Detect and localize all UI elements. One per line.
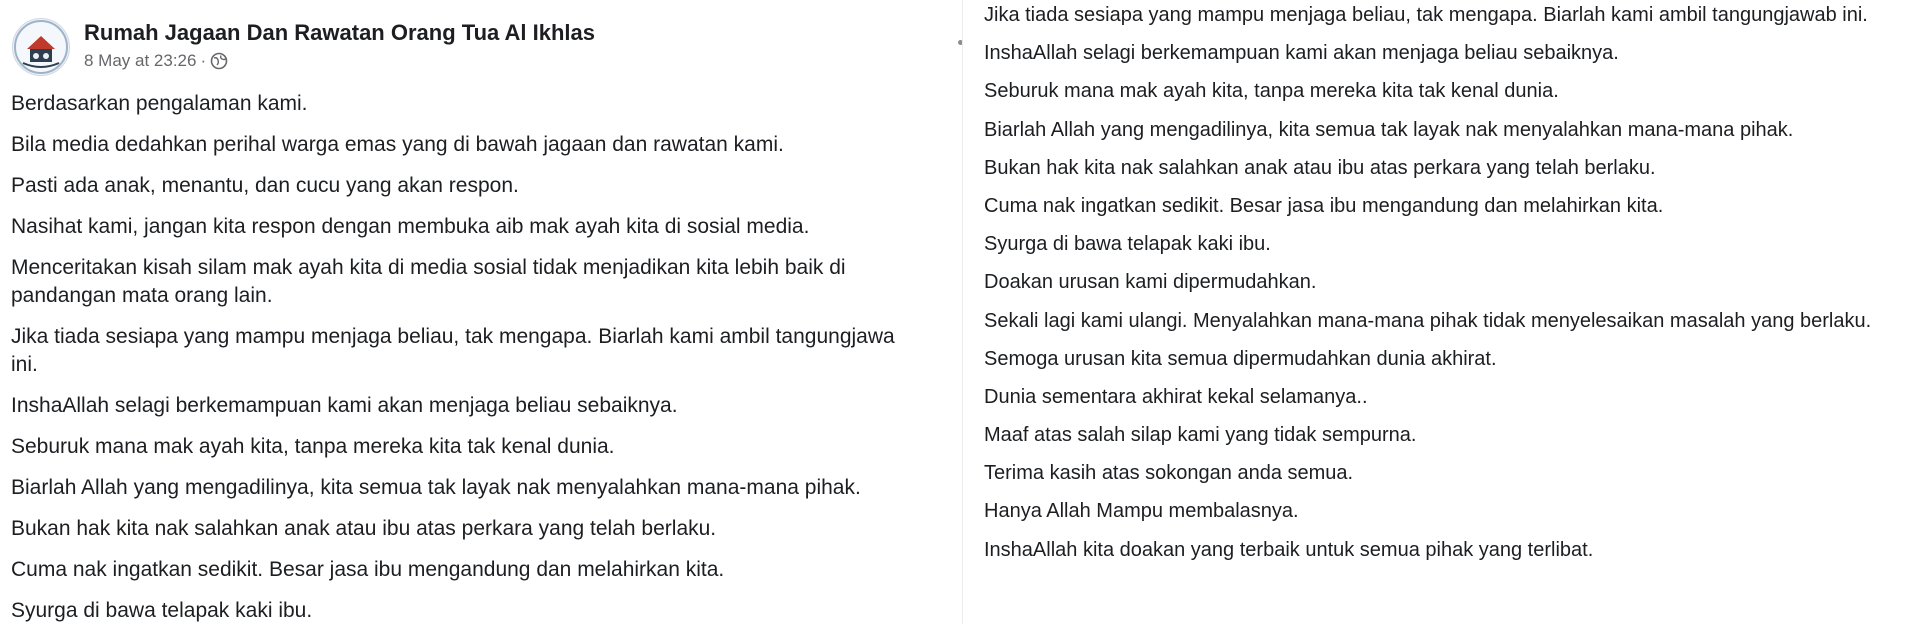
post-paragraph: Biarlah Allah yang mengadilinya, kita semua tak layak nak menyalahkan mana-mana pihak. xyxy=(984,118,1794,141)
meta-separator: · xyxy=(200,51,207,70)
post-paragraph: Terima kasih atas sokongan anda semua. xyxy=(984,462,1354,485)
post-paragraph: Jika tiada sesiapa yang mampu menjaga beliau, tak mengapa. Biarlah kami ambil tangungjawab ini. xyxy=(984,4,1868,26)
post-paragraph: Menceritakan kisah silam mak ayah kita di media sosial tidak menjadikan kita lebih baik di pandangan mata orang lain. xyxy=(11,256,846,307)
post-paragraph: Seburuk mana mak ayah kita, tanpa mereka kita tak kenal dunia. xyxy=(11,435,615,458)
globe-icon[interactable] xyxy=(210,52,228,70)
page-logo-avatar-icon xyxy=(13,19,69,75)
post-meta xyxy=(84,51,228,71)
post-paragraph: Maaf atas salah silap kami yang tidak sempurna. xyxy=(984,424,1417,447)
post-paragraph: Pasti ada anak, menantu, dan cucu yang akan respon. xyxy=(11,174,519,197)
right-post-screenshot xyxy=(963,0,1920,624)
post-paragraph: Biarlah Allah yang mengadilinya, kita semua tak layak nak menyalahkan mana-mana pihak. xyxy=(11,476,861,499)
page-avatar[interactable] xyxy=(12,18,70,76)
post-paragraph: Bukan hak kita nak salahkan anak atau ibu atas perkara yang telah berlaku. xyxy=(984,156,1656,179)
post-paragraph: Seburuk mana mak ayah kita, tanpa mereka kita tak kenal dunia. xyxy=(984,80,1559,103)
post-paragraph: Syurga di bawa telapak kaki ibu. xyxy=(11,599,313,622)
post-paragraph: Cuma nak ingatkan sedikit. Besar jasa ibu mengandung dan melahirkan kita. xyxy=(11,558,725,581)
post-paragraph: InshaAllah selagi berkemampuan kami akan menjaga beliau sebaiknya. xyxy=(984,42,1619,65)
post-paragraph: Syurga di bawa telapak kaki ibu. xyxy=(984,233,1271,256)
post-paragraph: Bila media dedahkan perihal warga emas yang di bawah jagaan dan rawatan kami. xyxy=(11,133,784,156)
left-post-body xyxy=(11,90,963,624)
post-paragraph: Nasihat kami, jangan kita respon dengan membuka aib mak ayah kita di sosial media. xyxy=(11,215,810,238)
page-name[interactable]: Rumah Jagaan Dan Rawatan Orang Tua Al Ikhlas xyxy=(84,20,596,45)
post-paragraph: Doakan urusan kami dipermudahkan. xyxy=(984,271,1317,294)
post-header xyxy=(12,14,952,74)
post-paragraph: Jika tiada sesiapa yang mampu menjaga beliau, tak mengapa. Biarlah kami ambil tangungjawa ini. xyxy=(11,325,895,376)
right-post-body xyxy=(984,2,1914,575)
post-paragraph: Semoga urusan kita semua dipermudahkan dunia akhirat. xyxy=(984,347,1497,370)
post-paragraph: Cuma nak ingatkan sedikit. Besar jasa ibu mengandung dan melahirkan kita. xyxy=(984,194,1664,217)
post-timestamp[interactable]: 8 May at 23:26 xyxy=(84,51,197,70)
post-paragraph: Dunia sementara akhirat kekal selamanya.. xyxy=(984,385,1368,408)
post-paragraph: InshaAllah kita doakan yang terbaik untuk semua pihak yang terlibat. xyxy=(984,538,1594,561)
post-paragraph: Sekali lagi kami ulangi. Menyalahkan mana-mana pihak tidak menyelesaikan masalah yang berlaku. xyxy=(984,309,1872,332)
post-paragraph: Berdasarkan pengalaman kami. xyxy=(11,92,308,115)
post-paragraph: Bukan hak kita nak salahkan anak atau ibu atas perkara yang telah berlaku. xyxy=(11,517,717,540)
post-paragraph: InshaAllah selagi berkemampuan kami akan menjaga beliau sebaiknya. xyxy=(11,394,678,417)
post-paragraph: Hanya Allah Mampu membalasnya. xyxy=(984,500,1299,523)
